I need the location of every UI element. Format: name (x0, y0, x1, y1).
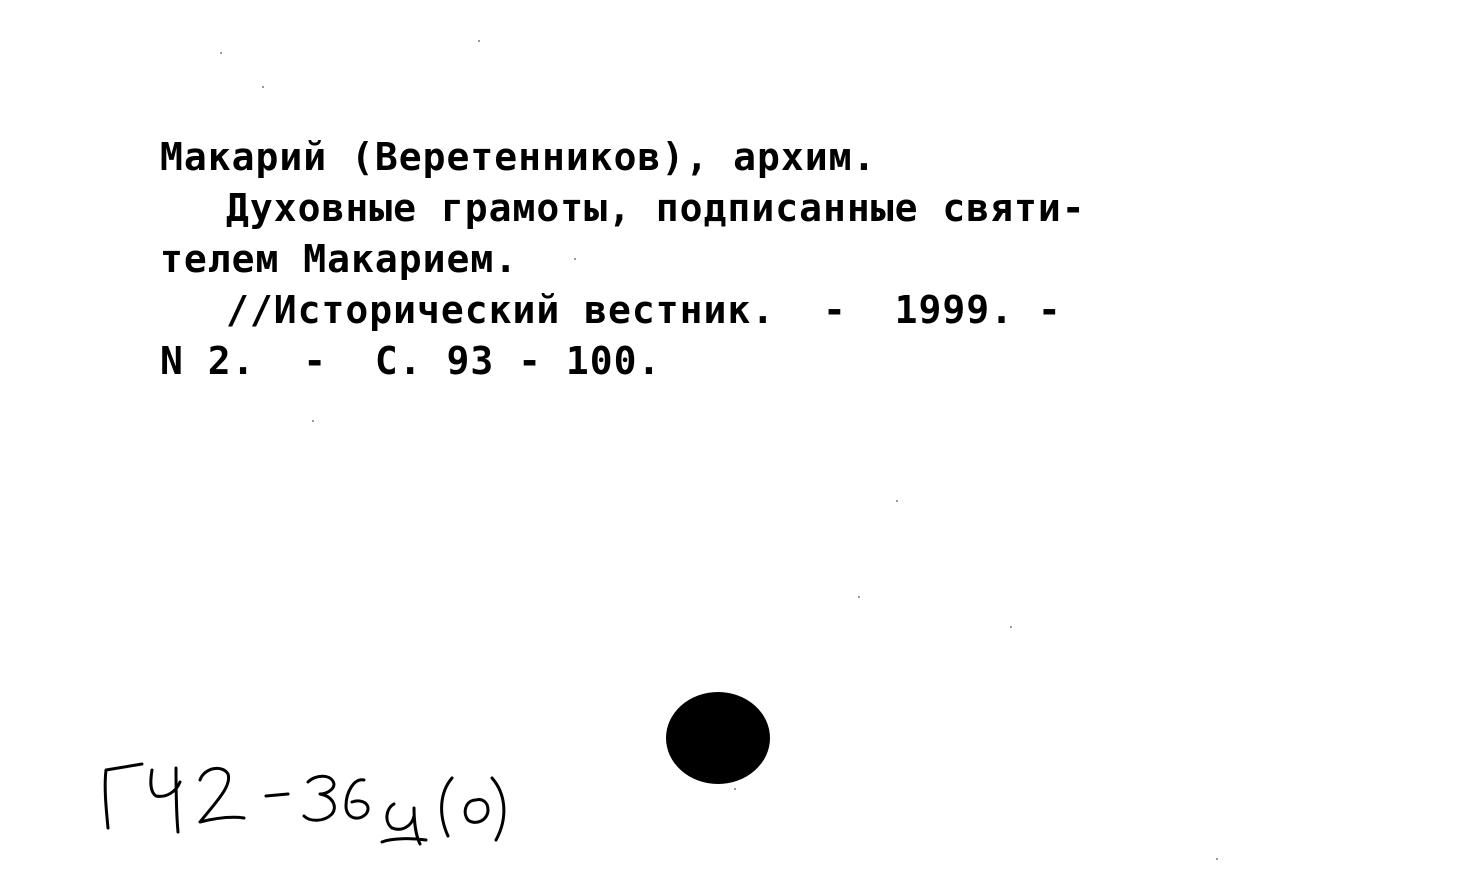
scan-speck (858, 596, 860, 598)
scan-speck (312, 420, 314, 422)
handwritten-shelfmark (96, 752, 546, 852)
title-line-2: телем Макарием. (160, 237, 519, 281)
scan-speck (1216, 858, 1218, 860)
title-line-1: Духовные грамоты, подписанные святи- (226, 186, 1086, 230)
scan-speck (574, 258, 576, 260)
punch-hole (666, 692, 770, 784)
author-line: Макарий (Веретенников), архим. (160, 135, 877, 179)
scan-speck (220, 52, 222, 54)
scan-speck (1010, 626, 1012, 628)
scan-speck (896, 500, 898, 502)
bibliographic-entry (160, 132, 1100, 387)
scan-speck (734, 788, 736, 790)
source-line-2: N 2. - С. 93 - 100. (160, 339, 662, 383)
source-line-1: //Исторический вестник. - 1999. - (226, 288, 1062, 332)
scan-speck (262, 86, 264, 88)
scan-speck (478, 40, 480, 42)
